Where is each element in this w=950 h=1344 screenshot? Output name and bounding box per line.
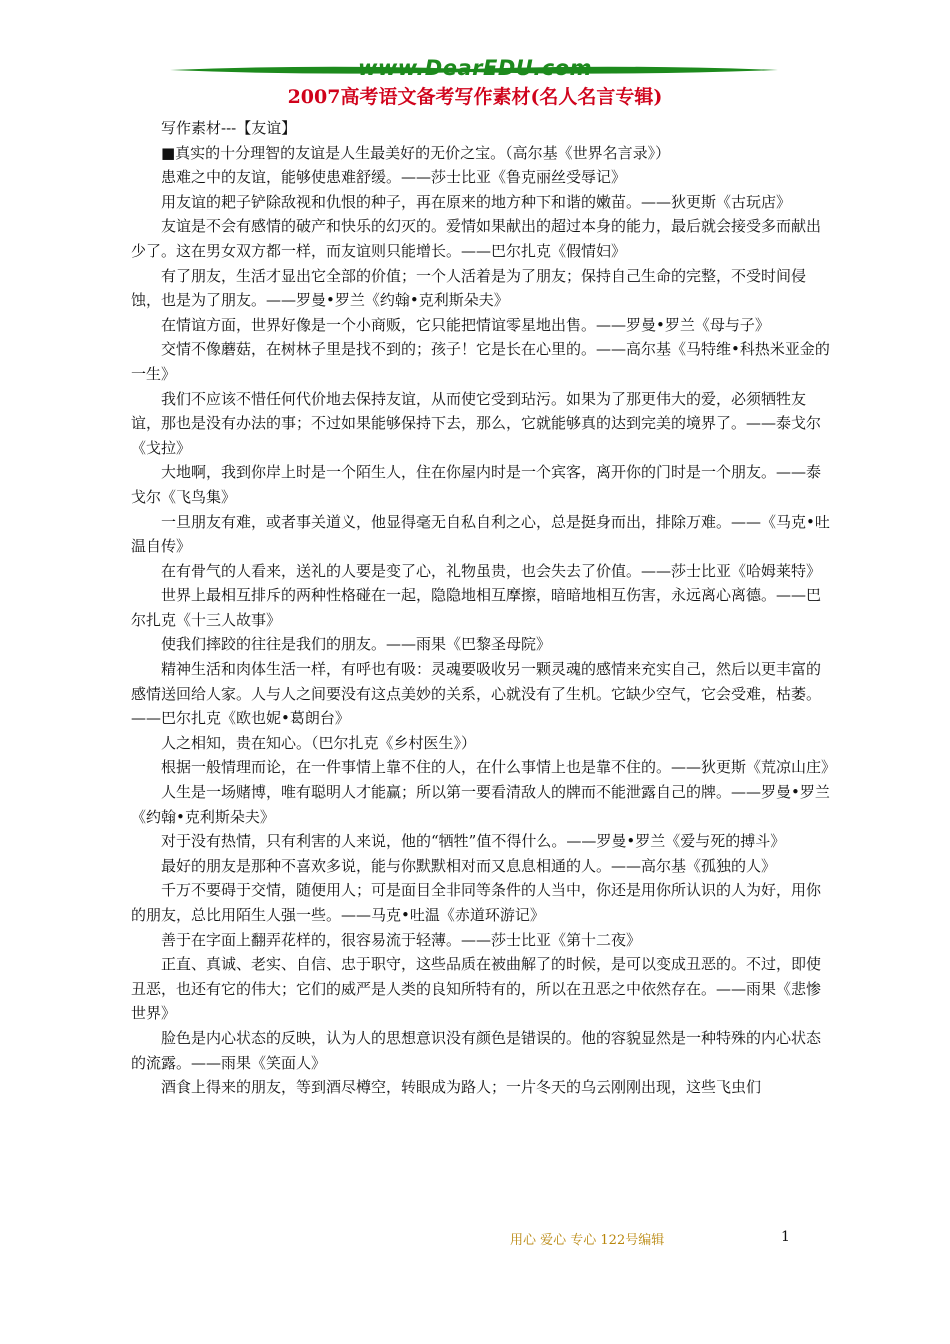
paragraph: 人之相知，贵在知心。（巴尔扎克《乡村医生》）: [161, 733, 477, 752]
page-number: 1: [781, 1229, 790, 1245]
footer-note: 用心 爱心 专心 122号编辑: [510, 1233, 665, 1248]
paragraph: 患难之中的友谊，能够使患难舒缓。——莎士比亚《鲁克丽丝受辱记》: [161, 168, 627, 187]
paragraph: 善于在字面上翻弄花样的，很容易流于轻薄。——莎士比亚《第十二夜》: [161, 930, 642, 949]
paragraph: 世界上最相互排斥的两种性格碰在一起，隐隐地相互摩擦，暗暗地相互伤害，永远离心离德。——巴尔扎克《十三人故事》: [131, 586, 822, 629]
paragraph: 在情谊方面，世界好像是一个小商贩，它只能把情谊零星地出售。——罗曼•罗兰《母与子》: [161, 315, 770, 334]
paragraph: 友谊是不会有感情的破产和快乐的幻灭的。爱情如果献出的超过本身的能力，最后就会接受多而献出少了。这在男女双方都一样，而友谊则只能增长。——巴尔扎克《假情妇》: [131, 217, 822, 260]
paragraph: 一旦朋友有难，或者事关道义，他显得毫无自私自利之心，总是挺身而出，排除万难。——《马克•吐温自传》: [131, 512, 830, 556]
paragraph: 对于没有热情，只有利害的人来说，他的“牺牲”值不得什么。——罗曼•罗兰《爱与死的搏斗》: [161, 832, 786, 851]
page-header: [0, 52, 950, 112]
paragraph: 交情不像蘑菇，在树林子里是找不到的；孩子！它是长在心里的。——高尔基《马特维•科热米亚金的一生》: [131, 340, 830, 383]
paragraph: 根据一般情理而论，在一件事情上靠不住的人，在什么事情上也是靠不住的。——狄更斯《荒凉山庄》: [161, 758, 837, 777]
paragraph: 千万不要碍于交情，随便用人；可是面目全非同等条件的人当中，你还是用你所认识的人为好，用你的朋友，总比用陌生人强一些。——马克•吐温《赤道环游记》: [131, 881, 822, 924]
paragraph: 用友谊的耙子铲除敌视和仇恨的种子，再在原来的地方种下和谐的嫩苗。——狄更斯《古玩店》: [161, 192, 792, 211]
paragraph: 有了朋友，生活才显出它全部的价值；一个人活着是为了朋友；保持自己生命的完整，不受时间侵蚀，也是为了朋友。——罗曼•罗兰《约翰•克利斯朵夫》: [131, 266, 807, 310]
paragraph: 正直、真诚、老实、自信、忠于职守，这些品质在被曲解了的时候，是可以变成丑恶的。不过，即使丑恶，也还有它的伟大；它们的威严是人类的良知所特有的，所以在丑恶之中依然存在。——雨果《悲惨世界》: [131, 955, 822, 1023]
paragraph: 在有骨气的人看来，送礼的人要是变了心，礼物虽贵，也会失去了价值。——莎士比亚《哈姆莱特》: [161, 561, 822, 580]
paragraph: 我们不应该不惜任何代价地去保持友谊，从而使它受到玷污。如果为了那更伟大的爱，必须牺牲友谊，那也是没有办法的事；不过如果能够保持下去，那么，它就能够真的达到完美的境界了。——泰戈尔《戈拉》: [131, 389, 822, 457]
paragraph: ■真实的十分理智的友谊是人生最美好的无价之宝。（高尔基《世界名言录》）: [161, 143, 671, 162]
paragraph: 写作素材---【友谊】: [161, 119, 297, 137]
paragraph: 酒食上得来的朋友，等到酒尽樽空，转眼成为路人；一片冬天的乌云刚刚出现，这些飞虫们: [161, 1078, 762, 1097]
document-body: [131, 116, 837, 1100]
paragraph: 脸色是内心状态的反映，认为人的思想意识没有颜色是错误的。他的容貌显然是一种特殊的内心状态的流露。——雨果《笑面人》: [131, 1028, 822, 1072]
paragraph: 精神生活和肉体生活一样，有呼也有吸：灵魂要吸收另一颗灵魂的感情来充实自己，然后以更丰富的感情送回给人家。人与人之间要没有这点美妙的关系，心就没有了生机。它缺少空气，它会受难，枯萎。——巴尔扎克《欧也妮•葛朗台》: [131, 660, 822, 728]
paragraph: 最好的朋友是那种不喜欢多说，能与你默默相对而又息息相通的人。——高尔基《孤独的人》: [161, 856, 777, 875]
document-title: 2007高考语文备考写作素材(名人名言专辑): [287, 86, 663, 108]
paragraph: 使我们摔跤的往往是我们的朋友。——雨果《巴黎圣母院》: [161, 635, 552, 654]
paragraph: 人生是一场赌博，唯有聪明人才能赢；所以第一要看清敌人的牌而不能泄露自己的牌。——罗曼•罗兰《约翰•克利斯朵夫》: [131, 783, 830, 826]
paragraph: 大地啊，我到你岸上时是一个陌生人，住在你屋内时是一个宾客，离开你的门时是一个朋友。——泰戈尔《飞鸟集》: [131, 463, 822, 506]
site-url[interactable]: www.DearEDU.com: [357, 56, 593, 80]
